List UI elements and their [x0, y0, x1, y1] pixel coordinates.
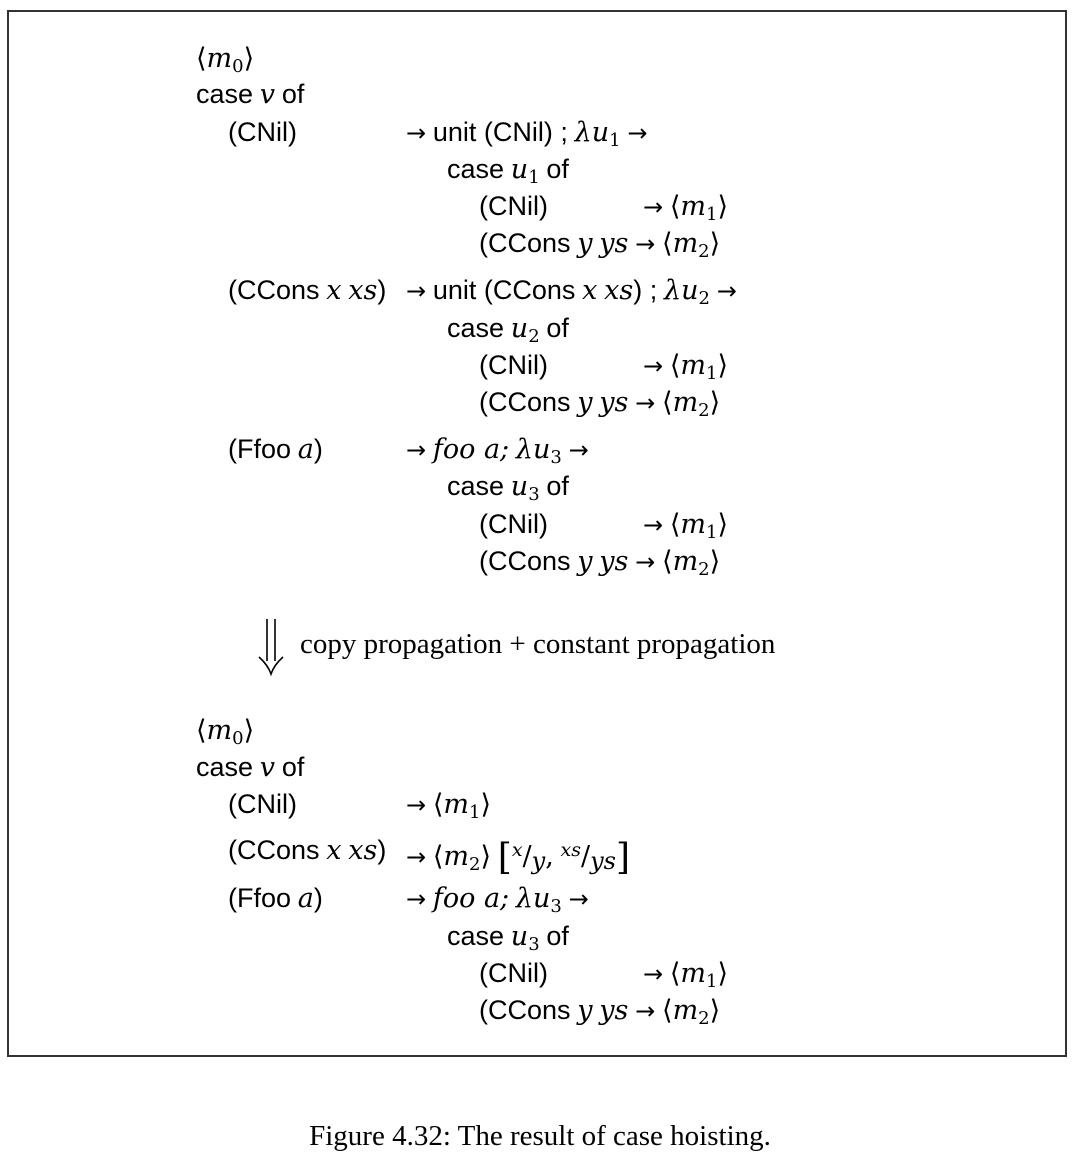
after-alt1-pattern: (CNil): [228, 789, 297, 819]
before-alt1-case: case $u_1$ of: [447, 154, 569, 188]
after-m0: $⟨m_0⟩$: [196, 715, 255, 749]
before-alt1-b1-pattern: (CNil): [479, 191, 548, 221]
before-alt1-b1-rhs: → $⟨m_1⟩$: [643, 191, 729, 225]
after-alt3-pattern: (Ffoo a): [228, 883, 323, 914]
before-alt2-case: case $u_2$ of: [447, 313, 569, 347]
after-alt3-b1-rhs: → $⟨m_1⟩$: [643, 958, 729, 992]
before-alt1-pattern: (CNil): [228, 117, 297, 147]
after-alt2-rhs: → $⟨m_2⟩$ [$^x$/y, $^{xs}$/ys]: [406, 834, 630, 881]
before-alt1-b2: (CCons y ys → $⟨m_2⟩$: [479, 228, 721, 262]
substitution-x-for-y: $^x$/y: [511, 839, 546, 875]
before-alt3-pattern: (Ffoo a): [228, 434, 323, 465]
after-alt3-case: case $u_3$ of: [447, 921, 569, 955]
before-alt3-rhs: → foo a; $\lambda u_3$ →: [406, 434, 589, 468]
after-alt3-b2: (CCons y ys → $⟨m_2⟩$: [479, 995, 721, 1029]
transform-label: copy propagation + constant propagation: [300, 628, 776, 660]
before-alt3-b1-rhs: → $⟨m_1⟩$: [643, 509, 729, 543]
before-alt2-b1-pattern: (CNil): [479, 350, 548, 380]
after-alt1-rhs: → $⟨m_1⟩$: [406, 789, 492, 823]
after-alt3-rhs: → foo a; $\lambda u_3$ →: [406, 883, 589, 917]
before-alt2-b2: (CCons y ys → $⟨m_2⟩$: [479, 387, 721, 421]
figure-caption: Figure 4.32: The result of case hoisting.: [309, 1120, 771, 1152]
before-alt2-pattern: (CCons x xs): [228, 275, 387, 306]
after-case-v: case v of: [196, 752, 305, 783]
after-alt2-pattern: (CCons x xs): [228, 835, 387, 866]
before-alt3-b1-pattern: (CNil): [479, 509, 548, 539]
before-alt2-b1-rhs: → $⟨m_1⟩$: [643, 350, 729, 384]
after-alt3-b1-pattern: (CNil): [479, 958, 548, 988]
double-down-arrow-icon: [256, 617, 286, 677]
substitution-xs-for-ys: $^{xs}$/ys: [560, 839, 616, 875]
before-alt2-rhs: → unit (CCons x xs) ; $\lambda u_2$ →: [406, 275, 737, 309]
before-m0: $⟨m_0⟩$: [196, 43, 255, 77]
before-alt1-rhs: → unit (CNil) ; $\lambda u_1$ →: [406, 117, 648, 151]
before-alt3-case: case $u_3$ of: [447, 471, 569, 505]
before-case-v: case v of: [196, 79, 305, 110]
before-alt3-b2: (CCons y ys → $⟨m_2⟩$: [479, 546, 721, 580]
